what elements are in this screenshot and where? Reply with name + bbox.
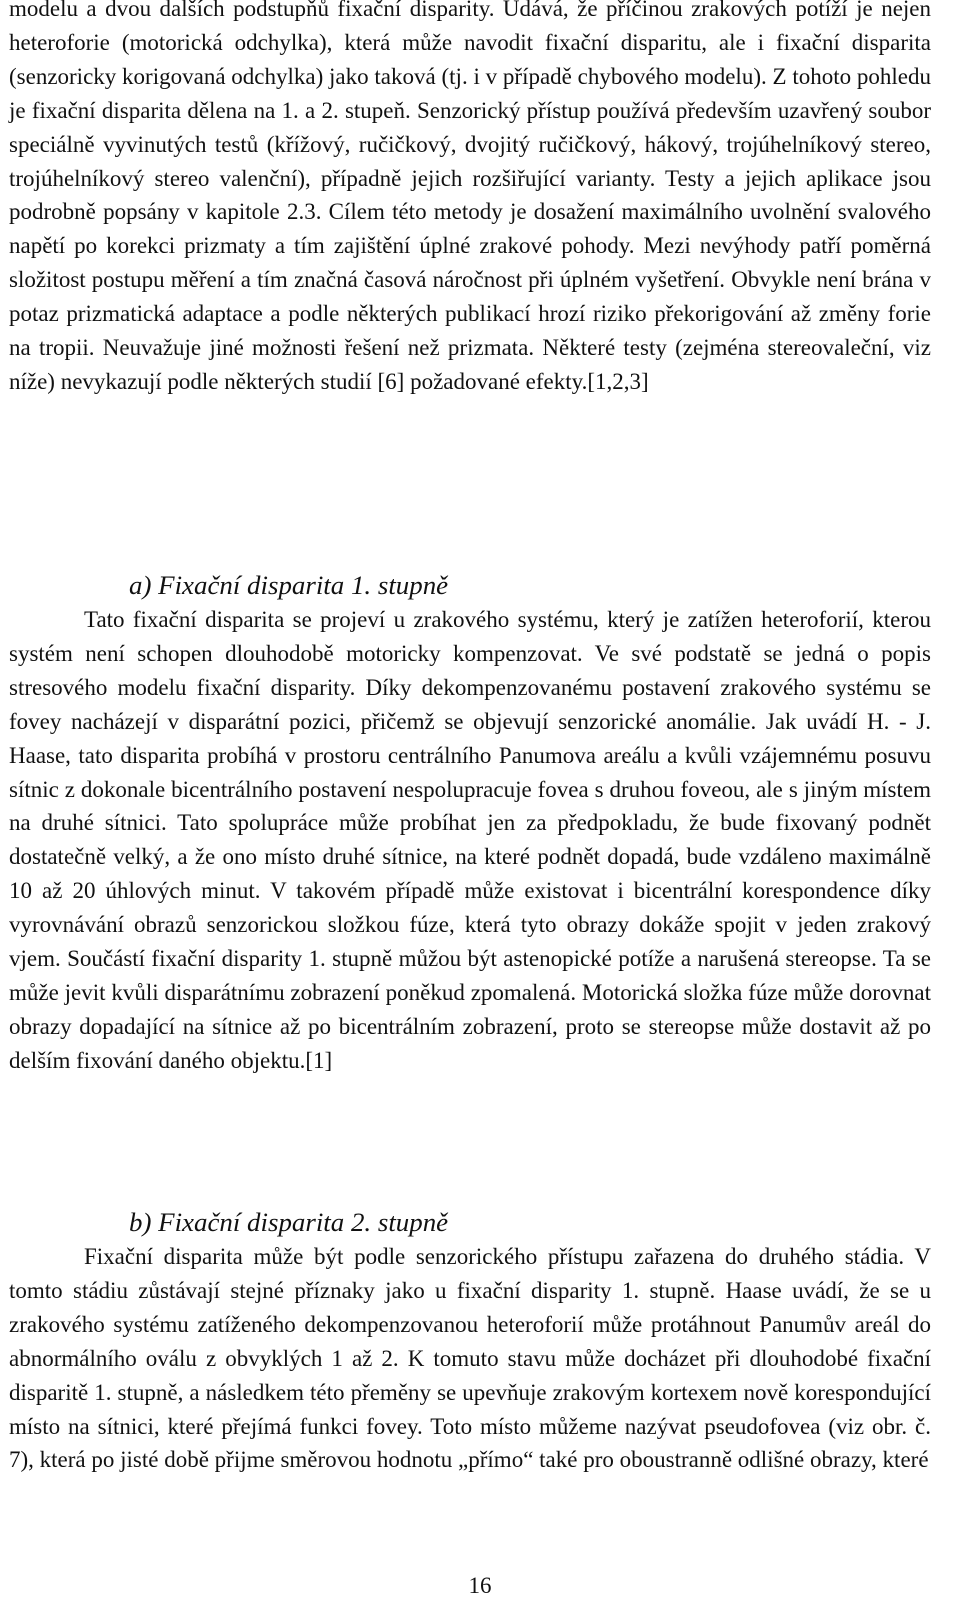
section-heading-first-degree: a) Fixační disparita 1. stupně bbox=[129, 570, 449, 600]
body-paragraph-first-degree: Tato fixační disparita se projeví u zrakového systému, který je zatížen heteroforií, kterou systém není schopen dlouhodobě motoricky kompenzovat. Ve své podstatě se jedná o popis stresového modelu fixační disparity. Díky dekompenzovanému postavení zrakového systému se fovey nacházejí v disparátní pozici, přičemž se objevují senzorické anomálie. Jak uvádí H. - J. Haase, tato disparita probíhá v prostoru centrálního Panumova areálu a kvůli vzájemnému posuvu sítnic z dokonale bicentrálního postavení nespolupracuje fovea s druhou foveou, ale s jiným místem na druhé sítnici. Tato spolupráce může probíhat jen za předpokladu, že bude fixovaný podnět dostatečně velký, a že ono místo druhé sítnice, na které podnět dopadá, bude vzdáleno maximálně 10 až 20 úhlových minut. V takovém případě může existovat i bicentrální korespondence díky vyrovnávání obrazů senzorickou složkou fúze, která tyto obrazy dokáže spojit v jeden zrakový vjem. Součástí fixační disparity 1. stupně můžou být astenopické potíže a narušená stereopse. Ta se může jevit kvůli disparátnímu zobrazení poněkud zpomalená. Motorická složka fúze může dorovnat obrazy dopadající na sítnice až po bicentrálním zobrazení, proto se stereopse může dostavit až po delším fixování daného objektu.[1] bbox=[9, 607, 931, 1073]
body-paragraph-intro: modelu a dvou dalších podstupňů fixační disparity. Udává, že příčinou zrakových potíží je nejen heteroforie (motorická odchylka), která může navodit fixační disparitu, ale i fixační disparita (senzoricky korigovaná odchylka) jako taková (tj. i v případě chybového modelu). Z tohoto pohledu je fixační disparita dělena na 1. a 2. stupeň. Senzorický přístup používá především uzavřený soubor speciálně vyvinutých testů (křížový, ručičkový, dvojitý ručičkový, hákový, trojúhelníkový stereo, trojúhelníkový stereo valenční), případně jejich rozšiřující varianty. Testy a jejich aplikace jsou podrobně popsány v kapitole 2.3. Cílem této metody je dosažení maximálního uvolnění svalového napětí po korekci prizmaty a tím zajištění úplné zrakové pohody. Mezi nevýhody patří poměrná složitost postupu měření a tím značná časová náročnost při úplném vyšetření. Obvykle není brána v potaz prizmatická adaptace a podle některých publikací hrozí riziko překorigování až změny forie na tropii. Neuvažuje jiné možnosti řešení než prizmata. Některé testy (zejména stereovaleční, viz níže) nevykazují podle některých studií [6] požadované efekty.[1,2,3] bbox=[9, 0, 931, 394]
section-heading-second-degree: b) Fixační disparita 2. stupně bbox=[129, 1207, 449, 1237]
page-number: 16 bbox=[468, 1573, 492, 1598]
body-paragraph-second-degree: Fixační disparita může být podle senzorického přístupu zařazena do druhého stádia. V tomto stádiu zůstávají stejné příznaky jako u fixační disparity 1. stupně. Haase uvádí, že se u zrakového systému zatíženého dekompenzovanou heteroforií může protáhnout Panumův areál do abnormálního oválu z obvyklých 1 až 2. K tomuto stavu může docházet při dlouhodobé fixační disparitě 1. stupně, a následkem této přeměny se upevňuje zrakovým kortexem nově korespondující místo na sítnici, které přejímá funkci fovey. Toto místo můžeme nazývat pseudofovea (viz obr. č. 7), která po jisté době přijme směrovou hodnotu „přímo“ také pro oboustranně odlišné obrazy, které bbox=[9, 1244, 931, 1473]
